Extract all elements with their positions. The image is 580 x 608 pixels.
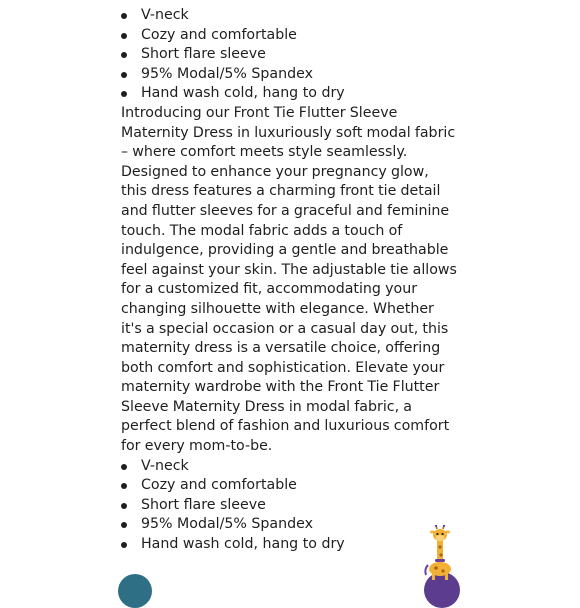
description-line: and flutter sleeves for a graceful and feminine — [121, 202, 450, 219]
feature-item — [0, 45, 580, 65]
avatar[interactable] — [118, 574, 152, 608]
feature-text: Short flare sleeve — [141, 496, 266, 513]
description-line: perfect blend of fashion and luxurious comfort — [121, 418, 450, 435]
description-line: this dress features a charming front tie detail — [121, 183, 441, 200]
description-line: Designed to enhance your pregnancy glow, — [121, 163, 429, 180]
feature-text: V-neck — [141, 7, 189, 23]
feature-text: Hand wash cold, hang to dry — [141, 85, 345, 102]
bullet-dot-icon — [121, 542, 127, 548]
description-line: both comfort and sophistication. Elevate your — [121, 359, 445, 376]
feature-item — [0, 535, 580, 555]
feature-item — [0, 457, 580, 477]
bullet-dot-icon — [121, 52, 127, 58]
description-line: – where comfort meets style seamlessly. — [121, 144, 408, 161]
bullet-dot-icon — [121, 72, 127, 78]
feature-list-top — [0, 6, 580, 104]
feature-item — [0, 84, 580, 104]
bullet-dot-icon — [121, 13, 127, 19]
description-line: for a customized fit, accommodating your — [121, 281, 418, 298]
description-line: maternity dress is a versatile choice, offering — [121, 340, 441, 357]
bullet-dot-icon — [121, 522, 127, 528]
bullet-dot-icon — [121, 91, 127, 97]
feature-text: 95% Modal/5% Spandex — [141, 516, 313, 533]
description-line: Sleeve Maternity Dress in modal fabric, a — [121, 398, 412, 415]
product-description-panel — [0, 6, 580, 555]
description-line: feel against your skin. The adjustable tie allows — [121, 261, 457, 278]
feature-text: Hand wash cold, hang to dry — [141, 536, 345, 553]
description-line: indulgence, providing a gentle and breathable — [121, 242, 449, 259]
bullet-dot-icon — [121, 483, 127, 489]
feature-text: Cozy and comfortable — [141, 477, 297, 494]
feature-text: Short flare sleeve — [141, 46, 266, 63]
bullet-dot-icon — [121, 464, 127, 470]
feature-item — [0, 65, 580, 85]
bullet-dot-icon — [121, 503, 127, 509]
giraffe-mascot-icon[interactable] — [420, 525, 460, 580]
description-line: changing silhouette with elegance. Whether — [121, 300, 434, 317]
bullet-dot-icon — [121, 33, 127, 39]
feature-item — [0, 515, 580, 535]
description-line: for every mom-to-be. — [121, 438, 273, 455]
description-line: touch. The modal fabric adds a touch of — [121, 222, 403, 239]
description-line: Introducing our Front Tie Flutter Sleeve — [121, 104, 398, 121]
feature-list-bottom — [0, 457, 580, 555]
description-line: maternity wardrobe with the Front Tie Flutter — [121, 379, 440, 396]
product-description — [0, 104, 471, 457]
feature-text: V-neck — [141, 457, 189, 474]
feature-text: 95% Modal/5% Spandex — [141, 65, 313, 82]
feature-text: Cozy and comfortable — [141, 26, 297, 43]
feature-item — [0, 6, 580, 26]
description-line: it's a special occasion or a casual day out, this — [121, 320, 449, 337]
description-line: Maternity Dress in luxuriously soft modal fabric — [121, 124, 456, 141]
feature-item — [0, 26, 580, 46]
feature-item — [0, 496, 580, 516]
feature-item — [0, 476, 580, 496]
